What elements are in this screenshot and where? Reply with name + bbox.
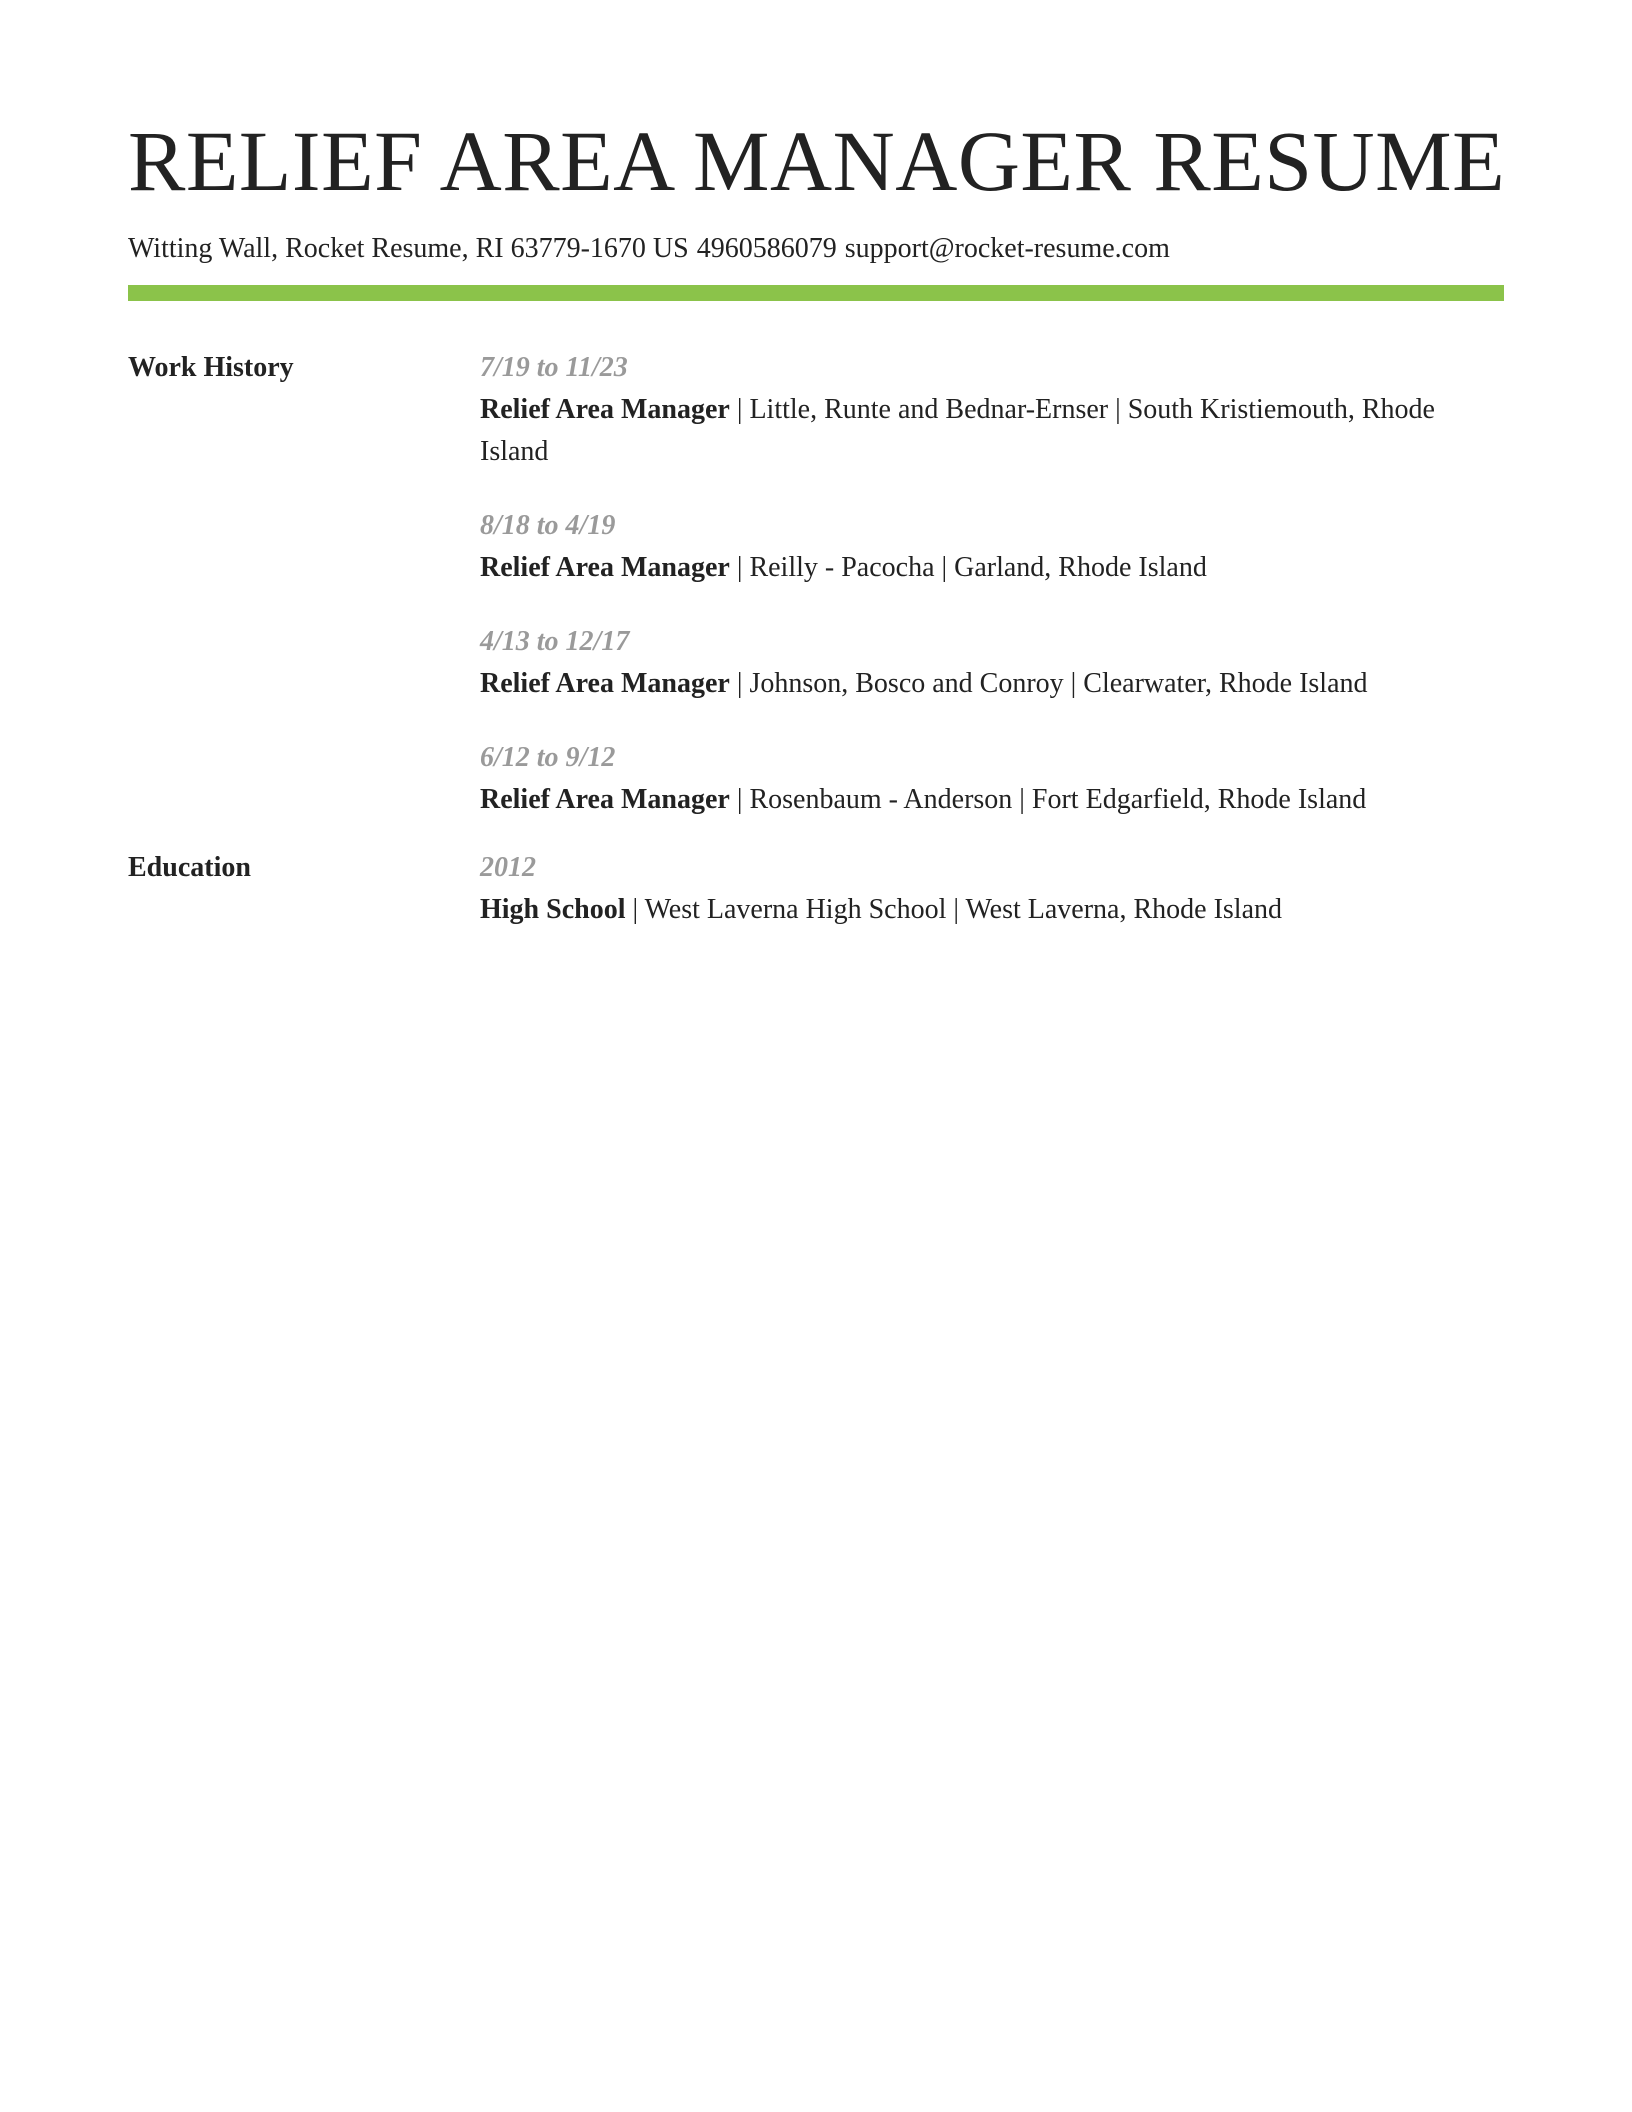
page-title: RELIEF AREA MANAGER RESUME bbox=[128, 113, 1506, 209]
entry-details: | West Laverna High School | West Laverna, Rhode Island bbox=[625, 894, 1282, 925]
section-label-education: Education bbox=[128, 852, 251, 883]
work-history-entries bbox=[480, 347, 1504, 821]
entry-role: Relief Area Manager bbox=[480, 784, 730, 815]
entry-line bbox=[480, 389, 1504, 473]
entry-role: Relief Area Manager bbox=[480, 552, 730, 583]
entry-role: Relief Area Manager bbox=[480, 394, 730, 425]
contact-email: support@rocket-resume.com bbox=[844, 233, 1170, 264]
education-entries bbox=[480, 847, 1504, 931]
entry-line bbox=[480, 547, 1504, 589]
entry-line bbox=[480, 663, 1504, 705]
education-entry bbox=[480, 847, 1504, 931]
entry-details: | Johnson, Bosco and Conroy | Clearwater, Rhode Island bbox=[729, 668, 1368, 699]
contact-address: Witting Wall, Rocket Resume, RI 63779-1670 US bbox=[128, 233, 689, 264]
entry-date: 7/19 to 11/23 bbox=[480, 352, 628, 383]
contact-line bbox=[128, 232, 1170, 266]
work-entry bbox=[480, 347, 1504, 473]
entry-date: 8/18 to 4/19 bbox=[480, 510, 616, 541]
work-entry bbox=[480, 737, 1504, 821]
entry-date: 2012 bbox=[480, 852, 536, 883]
entry-date: 4/13 to 12/17 bbox=[480, 626, 630, 657]
work-entry bbox=[480, 505, 1504, 589]
entry-details: | Reilly - Pacocha | Garland, Rhode Island bbox=[729, 552, 1207, 583]
entry-role: High School bbox=[480, 894, 626, 925]
entry-details: | Rosenbaum - Anderson | Fort Edgarfield, Rhode Island bbox=[729, 784, 1367, 815]
entry-role: Relief Area Manager bbox=[480, 668, 730, 699]
entry-line bbox=[480, 779, 1504, 821]
entry-details: | Little, Runte and Bednar-Ernser | South Kristiemouth, Rhode Island bbox=[480, 394, 1435, 467]
header-divider bbox=[128, 285, 1504, 301]
contact-phone: 4960586079 bbox=[696, 233, 837, 264]
work-entry bbox=[480, 621, 1504, 705]
entry-line bbox=[480, 889, 1504, 931]
entry-date: 6/12 to 9/12 bbox=[480, 742, 616, 773]
section-label-work-history: Work History bbox=[128, 352, 294, 383]
